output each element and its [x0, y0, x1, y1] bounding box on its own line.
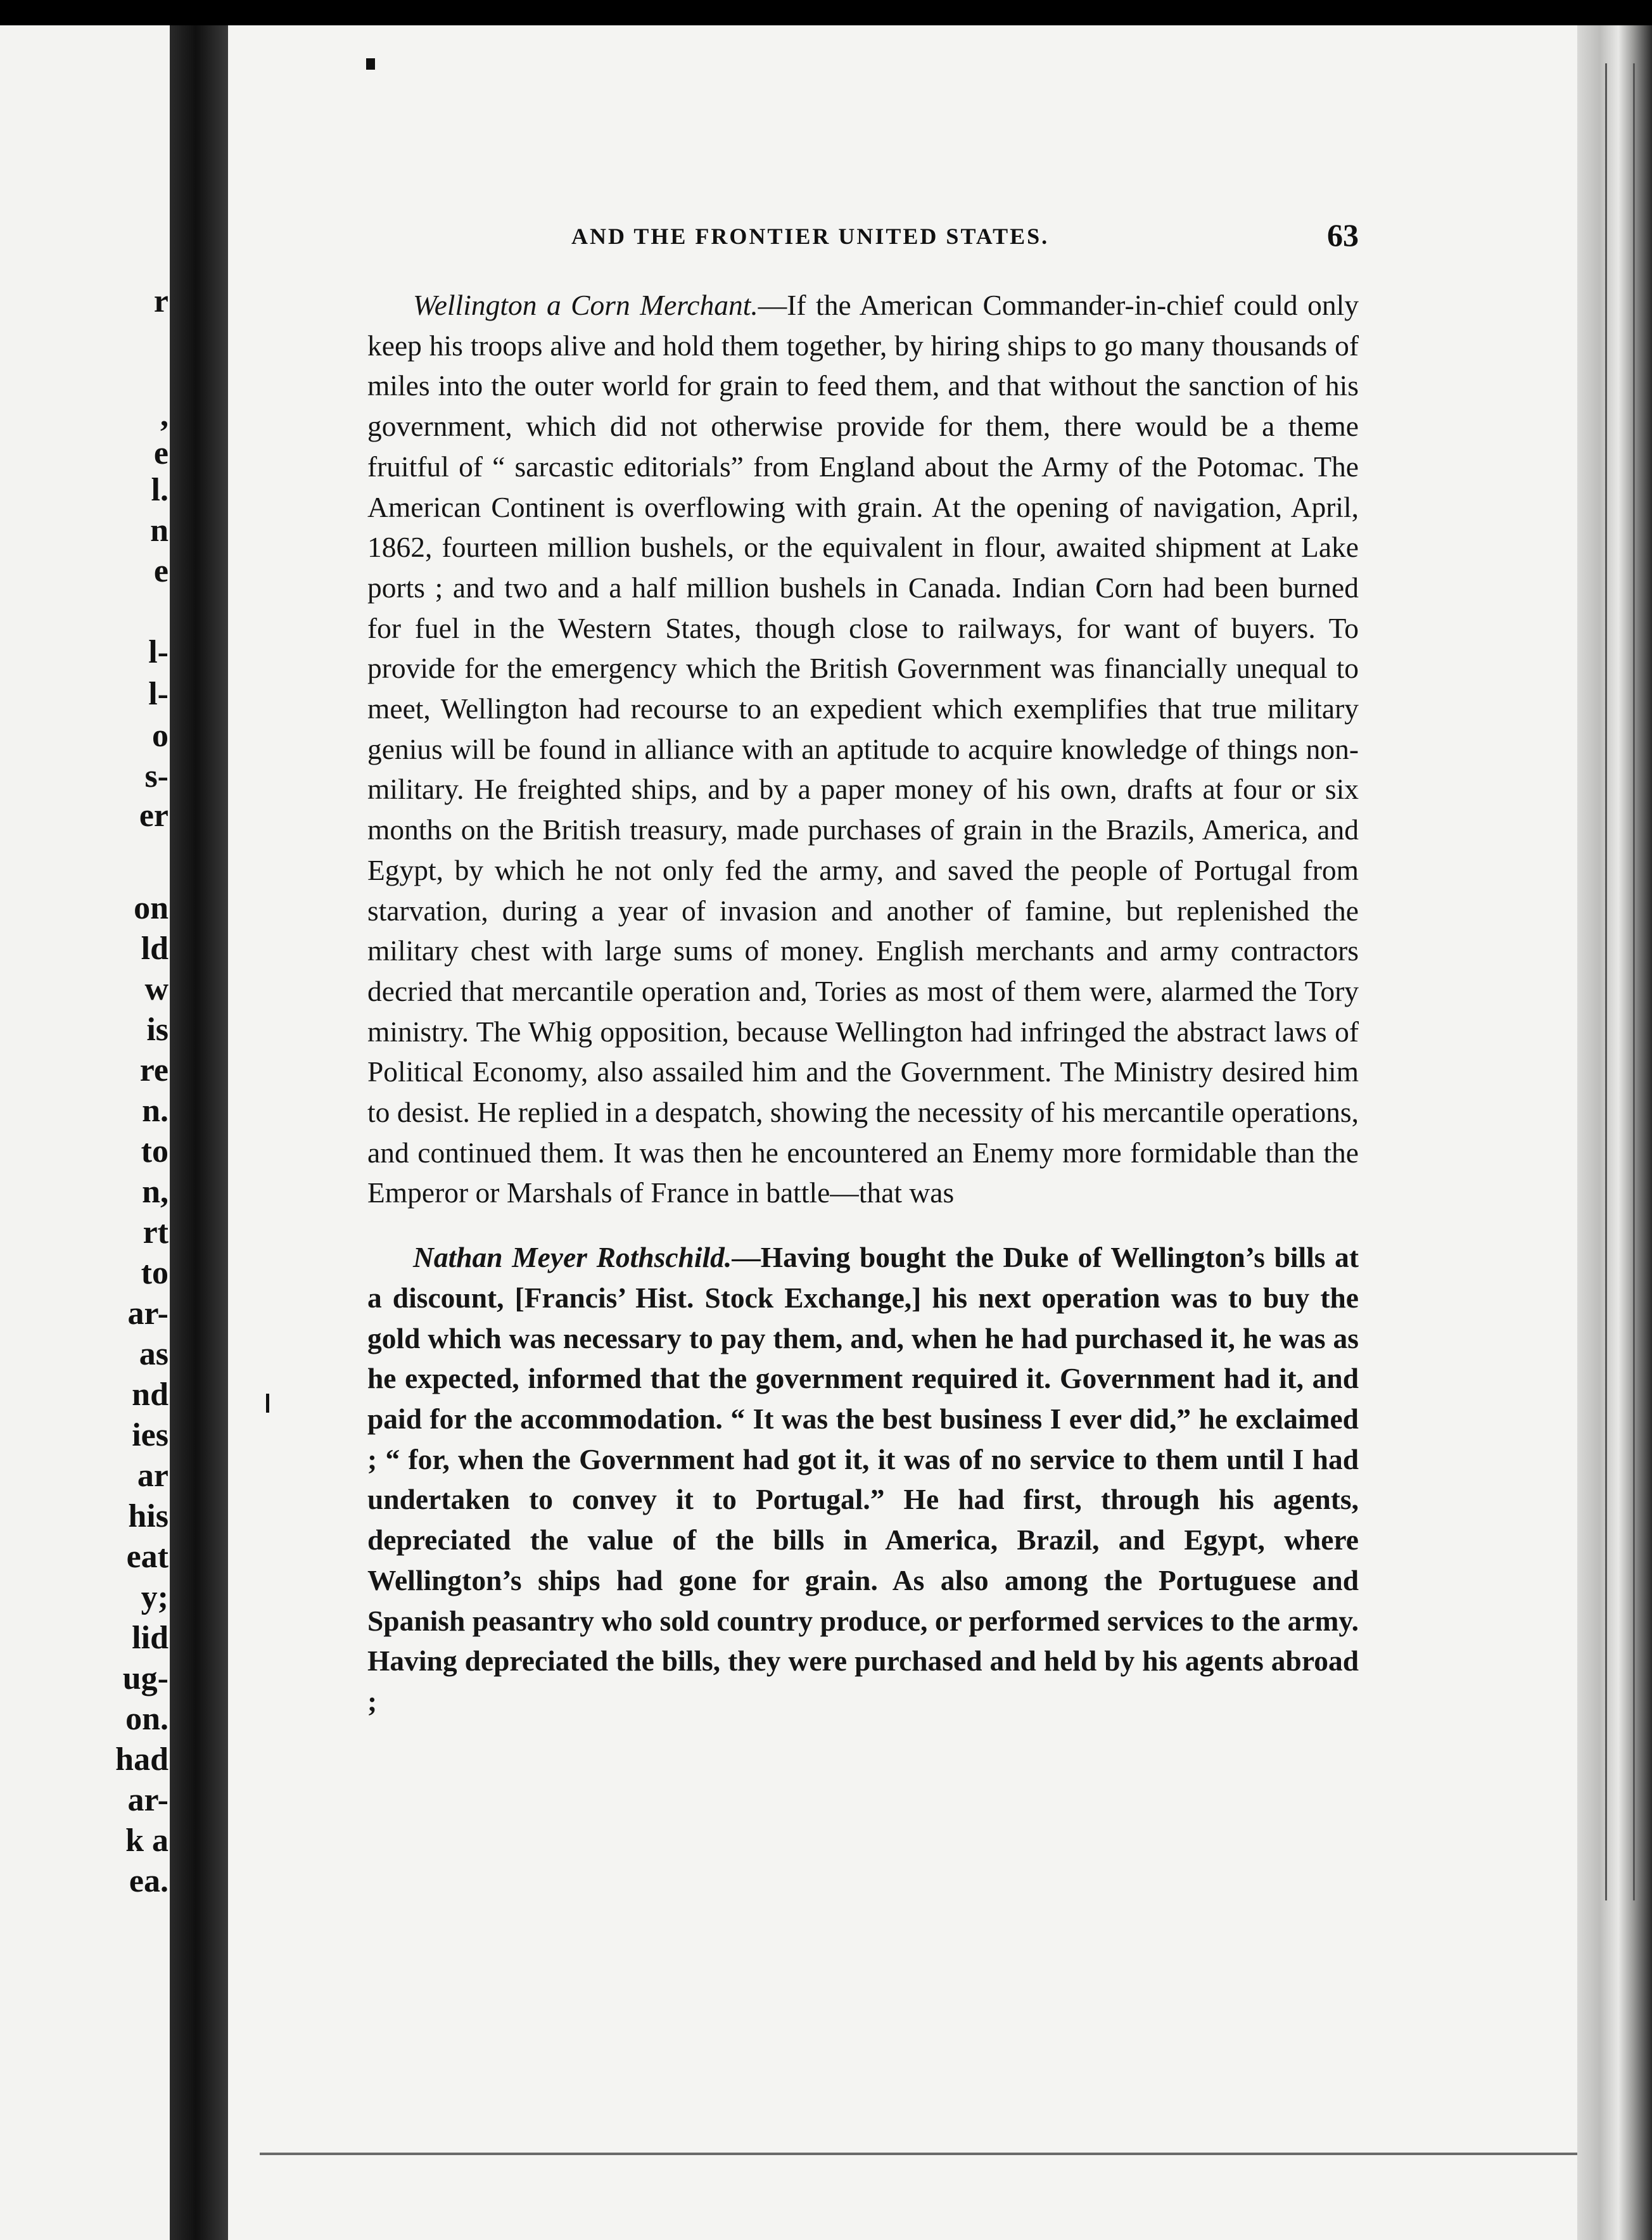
facing-page-fragment: n.	[142, 1093, 168, 1129]
facing-page-fragment: n	[150, 512, 168, 549]
facing-page-fragment: re	[139, 1052, 168, 1088]
facing-page-fragment: ug-	[122, 1660, 168, 1696]
facing-page-fragment: had	[115, 1741, 168, 1778]
scan-speck	[366, 58, 375, 70]
page-bottom-rule	[260, 2153, 1577, 2155]
facing-page-fragment: l-	[148, 634, 168, 670]
facing-page-fragment: ar-	[127, 1782, 168, 1818]
page-edge-line	[1633, 63, 1635, 1900]
facing-page-fragment: his	[128, 1498, 168, 1534]
facing-page-margin	[0, 25, 170, 2240]
facing-page-fragment: n,	[142, 1174, 168, 1210]
facing-page-fragment: e	[153, 553, 168, 589]
facing-page-fragment: ies	[132, 1417, 168, 1453]
facing-page-fragment: y;	[141, 1579, 168, 1615]
facing-page-fragment: on.	[125, 1701, 168, 1737]
paragraph	[367, 285, 1359, 1213]
facing-page-fragment: e	[153, 435, 168, 471]
section-lead: Wellington a Corn Merchant.	[413, 289, 758, 321]
facing-page-fragment: l.	[151, 472, 168, 508]
facing-page-fragment: er	[139, 798, 168, 834]
facing-page-fragment: w	[144, 971, 168, 1007]
facing-page-fragment: ea.	[129, 1863, 168, 1899]
paragraph-text: —If the American Commander-in-chief could only keep his troops alive and hold them together, by hiring ships to go many thousands of miles into the outer world for grain to feed them, and that without the sanction of his government, which did not otherwise provide for them, there would be a theme fruitful of “ sarcastic editorials” from England about the Army of the Potomac. The American Continent is overflowing with grain. At the opening of navigation, April, 1862, fourteen million bushels, or the equivalent in flour, awaited shipment at Lake ports ; and two and a half million bushels in Canada. Indian Corn had been burned for fuel in the Western States, though close to railways, for want of buyers. To provide for the emergency which the British Government was financially unequal to meet, Wellington had recourse to an expedient which exemplifies that true military genius will be found in alliance with an aptitude to acquire knowledge of things non-military. He freighted ships, and by a paper money of his own, drafts at four or six months on the British treasury, made purchases of grain in the Brazils, America, and Egypt, by which he not only fed the army, and saved the people of Portugal from starvation, during a year of invasion and another of famine, but replenished the military chest with large sums of money. English merchants and army contractors decried that mercantile operation and, Tories as most of them were, alarmed the Tory ministry. The Whig opposition, because Wellington had infringed the abstract laws of Political Economy, also assailed him and the Government. The Ministry desired him to desist. He replied in a despatch, showing the necessity of his mercantile operations, and continued them. It was then he encountered an Enemy more formidable than the Emperor or Marshals of France in battle—that was	[367, 289, 1359, 1209]
facing-page-fragment: ar-	[127, 1295, 168, 1332]
facing-page-fragment: ,	[160, 397, 168, 433]
paragraph-text: —Having bought the Duke of Wellington’s bills at a discount, [Francis’ Hist. Stock Exchange,] his next operation was to buy the gold which was necessary to pay them, and, when he had purchased it, he was as he expected, informed that the government required it. Government had it, and paid for the accommodation. “ It was the best business I ever did,” he exclaimed ; “ for, when the Government had got it, it was of no service to them until I had undertaken to convey it to Portugal.” He had first, through his agents, depreciated the value of the bills in America, Brazil, and Egypt, where Wellington’s ships had gone for grain. As also among the Portuguese and Spanish peasantry who sold country produce, or performed services to the army. Having depreciated the bills, they were purchased and held by his agents abroad ;	[367, 1241, 1359, 1717]
facing-page-fragment: k a	[125, 1823, 168, 1859]
facing-page-fragment: on	[134, 890, 168, 926]
facing-page-fragment: l-	[148, 676, 168, 712]
facing-page-fragment: r	[153, 283, 168, 319]
facing-page-fragment: lid	[132, 1620, 168, 1656]
scan-top-border	[0, 0, 1652, 25]
facing-page-fragment: as	[139, 1336, 168, 1372]
book-gutter	[170, 25, 228, 2240]
page-number: 63	[1327, 217, 1359, 253]
facing-page-fragment: o	[152, 718, 168, 754]
page-edge-line	[1605, 63, 1607, 1900]
paragraph	[367, 1237, 1359, 1721]
body-text	[367, 285, 1359, 1722]
page-edge-shadow	[1577, 25, 1652, 2240]
facing-page-fragment: eat	[126, 1539, 168, 1575]
facing-page-fragment: rt	[143, 1214, 168, 1250]
facing-page-fragment: to	[141, 1255, 168, 1291]
facing-page-fragment: s-	[144, 758, 168, 794]
page-header	[367, 217, 1359, 261]
scan-speck	[266, 1394, 269, 1413]
section-lead: Nathan Meyer Rothschild.	[413, 1241, 732, 1274]
facing-page-fragment: nd	[132, 1377, 168, 1413]
facing-page-fragment: to	[141, 1133, 168, 1169]
facing-page-fragment: ld	[141, 931, 168, 967]
facing-page-fragment: is	[146, 1012, 168, 1048]
facing-page-fragment: ar	[137, 1458, 168, 1494]
running-head: AND THE FRONTIER UNITED STATES.	[571, 224, 1050, 249]
